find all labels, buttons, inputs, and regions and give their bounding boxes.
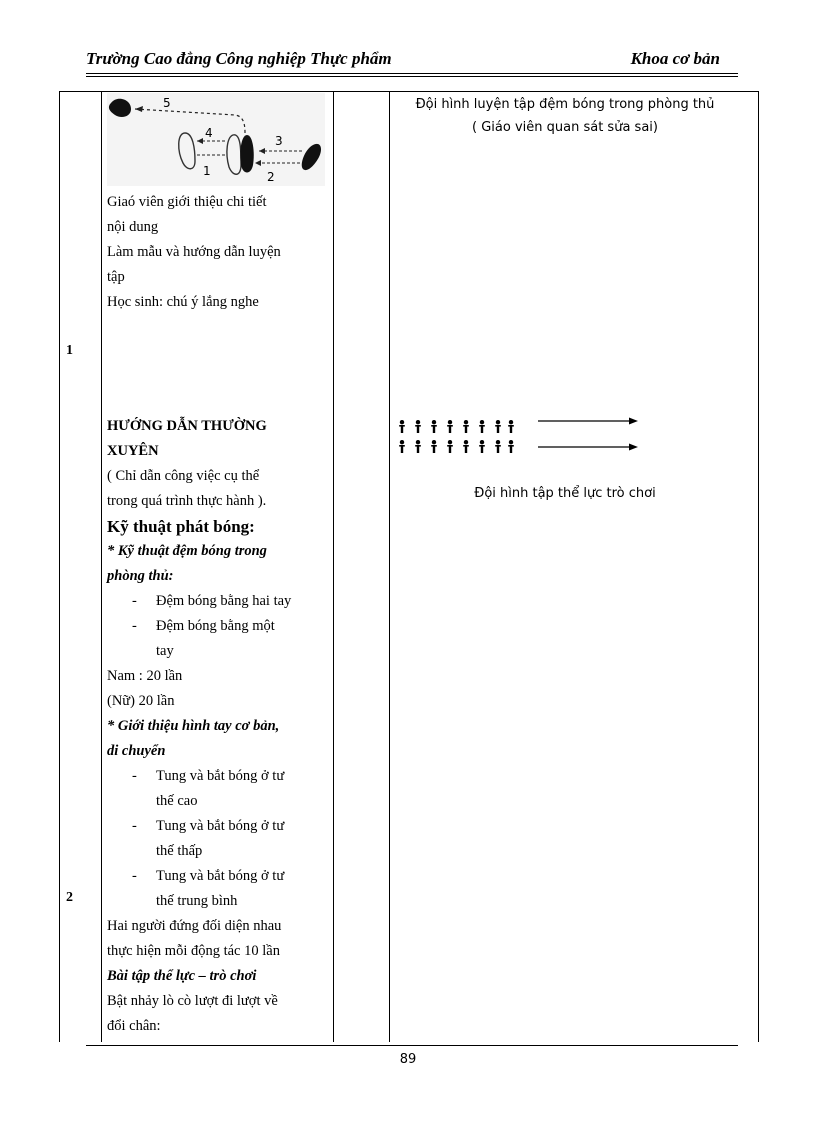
diagram-label-1: 1: [203, 164, 211, 178]
subheading-defense-cont: phòng thủ:: [107, 568, 174, 584]
page-number: 89: [399, 1052, 417, 1067]
subheading-hand-shape: * Giới thiệu hình tay cơ bản,: [107, 718, 280, 734]
guidance-heading: HƯỚNG DẪN THƯỜNG: [107, 418, 267, 434]
list-item: - Tung và bắt bóng ở tư: [132, 868, 285, 884]
table-divider-3: [389, 91, 390, 1042]
formation-diagram: [398, 414, 648, 458]
guidance-note: ( Chỉ dẫn công việc cụ thể: [107, 468, 260, 484]
list-item-cont: thế cao: [156, 793, 198, 809]
list-item-cont: thế trung bình: [156, 893, 238, 909]
pair-instruction: Hai người đứng đối diện nhau: [107, 918, 282, 934]
arrow-icon: [538, 418, 638, 425]
text-line: Giaó viên giới thiệu chi tiết: [107, 194, 267, 210]
table-top-border: [59, 91, 758, 92]
table-border-left: [59, 91, 60, 1042]
header-rule: [86, 73, 738, 74]
caption-defense-formation: Đội hình luyện tập đệm bóng trong phòng thủ: [415, 97, 715, 112]
list-item: - Tung và bắt bóng ở tư: [132, 818, 285, 834]
arrow-icon: [538, 444, 638, 451]
row-number-1: 1: [66, 343, 73, 358]
diagram-label-2: 2: [267, 170, 275, 184]
caption-fitness-formation: Đội hình tập thể lực trò chơi: [474, 486, 656, 501]
exercise-title: Bài tập thể lực – trò chơi: [107, 968, 257, 984]
list-item: - Tung và bắt bóng ở tư: [132, 768, 285, 784]
reps-men: Nam : 20 lần: [107, 668, 183, 684]
footer-rule: [86, 1045, 738, 1046]
footwork-diagram: [107, 93, 325, 186]
jump-instruction: Bật nhảy lò cò lượt đi lượt về: [107, 993, 278, 1009]
skill-title: Kỹ thuật phát bóng:: [107, 517, 255, 536]
header-department: Khoa cơ bản: [630, 49, 720, 68]
caption-teacher-note: ( Giáo viên quan sát sửa sai): [472, 120, 658, 135]
text-line: Học sinh: chú ý lắng nghe: [107, 294, 259, 310]
guidance-note-cont: trong quá trình thực hành ).: [107, 493, 267, 509]
header-rule-second: [86, 76, 738, 77]
row1-content: [107, 190, 325, 315]
diagram-label-5: 5: [163, 96, 171, 110]
jump-instruction-cont: đổi chân:: [107, 1018, 161, 1034]
row-number-2: 2: [66, 890, 73, 905]
diagram-label-3: 3: [275, 134, 283, 148]
text-line: Làm mẫu và hướng dẫn luyện: [107, 244, 281, 260]
list-item: - Đệm bóng bằng hai tay: [132, 593, 292, 609]
table-divider-2: [333, 91, 334, 1042]
list-item: - Đệm bóng bằng một: [132, 618, 275, 634]
guidance-heading-cont: XUYÊN: [107, 443, 159, 459]
table-border-right: [758, 91, 759, 1042]
diagram-label-4: 4: [205, 126, 213, 140]
text-line: nội dung: [107, 219, 159, 235]
list-item-cont: thế thấp: [156, 843, 203, 859]
reps-women: (Nữ) 20 lần: [107, 693, 175, 709]
header-school-name: Trường Cao đẳng Công nghiệp Thực phẩm: [86, 49, 392, 68]
formation-row-1: [399, 420, 514, 433]
pair-instruction-cont: thực hiện mỗi động tác 10 lần: [107, 943, 280, 959]
list-item-cont: tay: [156, 643, 174, 659]
formation-row-2: [399, 440, 514, 453]
subheading-defense: * Kỹ thuật đệm bóng trong: [107, 543, 267, 559]
row2-content: [107, 414, 325, 1039]
table-divider-1: [101, 91, 102, 1042]
text-line: tập: [107, 269, 125, 285]
subheading-hand-shape-cont: di chuyển: [107, 743, 166, 759]
